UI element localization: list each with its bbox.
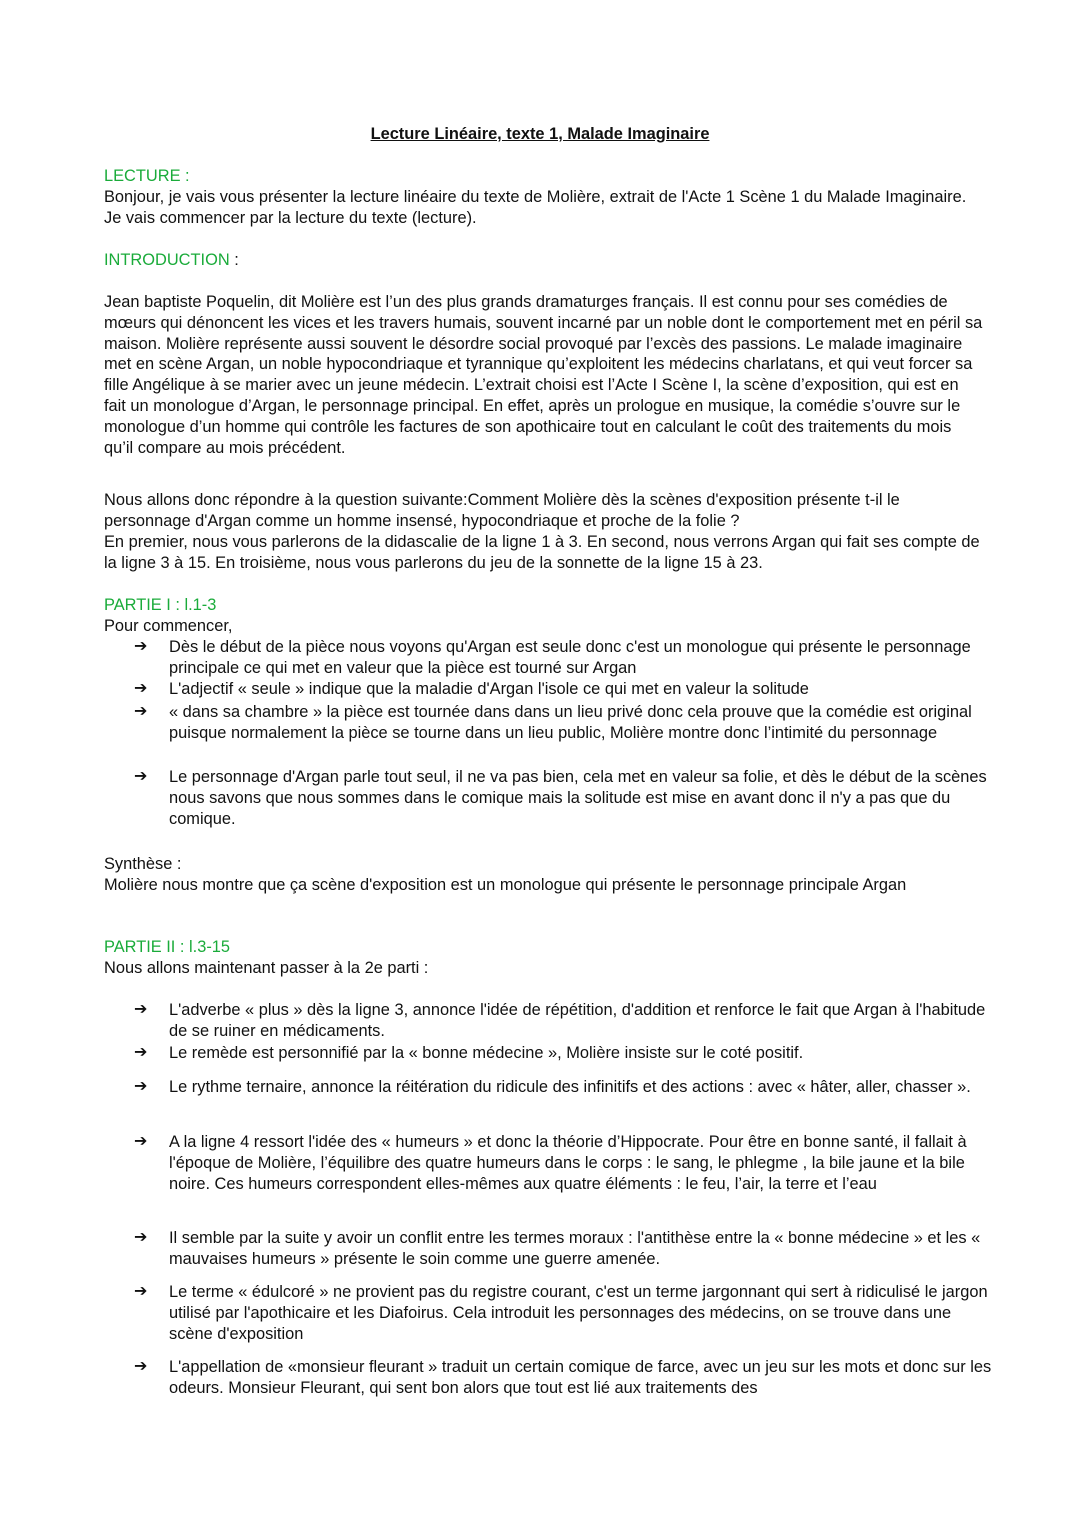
introduction-paragraph-2: Nous allons donc répondre à la question suivante:Comment Molière dès la scènes d'exposition présente t-il le personnage d'Argan comme un homme insensé, hypocondriaque et proche de la folie ? [104, 491, 900, 530]
synthese-text: Molière nous montre que ça scène d'exposition est un monologue qui présente le personnage principale Argan [104, 876, 907, 894]
right-arrow-icon: ➔ [134, 703, 148, 720]
bullet-text: L'appellation de «monsieur fleurant » traduit un certain comique de farce, avec un jeu sur les mots et donc sur les odeurs. Monsieur Fleurant, qui sent bon alors que tout est lié aux traitements des [169, 1358, 992, 1397]
partie2-bullet [134, 1228, 994, 1270]
partie2-bullet [134, 1357, 994, 1399]
bullet-text: A la ligne 4 ressort l'idée des « humeurs » et donc la théorie d’Hippocrate. Pour être en bonne santé, il fallait à l'époque de Molière, l’équilibre des quatre humeurs dans le corps : le sang, le phlegme , la bile jaune et la bile noire. Ces humeurs correspondent elles-mêmes aux quatre éléments : le feu, l’air, la terre et l’eau [169, 1133, 967, 1193]
partie1-heading: PARTIE I : l.1-3 [104, 596, 217, 614]
partie2-bullet [134, 1282, 994, 1344]
bullet-text: Le remède est personnifié par la « bonne médecine », Molière insiste sur le coté positif. [169, 1044, 804, 1062]
bullet-text: « dans sa chambre » la pièce est tournée dans dans un lieu privé donc cela prouve que la comédie est original puisque normalement la pièce se tourne dans un lieu public, Molière montre donc l’intimité du personnage [169, 703, 972, 742]
partie2-bullet [134, 1043, 994, 1064]
document-title: Lecture Linéaire, texte 1, Malade Imaginaire [370, 125, 710, 143]
partie2-heading: PARTIE II : l.3-15 [104, 938, 231, 956]
right-arrow-icon: ➔ [134, 638, 148, 655]
partie1-intro: Pour commencer, [104, 617, 233, 635]
bullet-text: Dès le début de la pièce nous voyons qu'Argan est seule donc c'est un monologue qui présente le personnage principale ce qui met en valeur que la pièce est tourné sur Argan [169, 638, 971, 677]
partie2-bullet [134, 1132, 994, 1194]
right-arrow-icon: ➔ [134, 680, 148, 697]
introduction-heading-colon: : [229, 251, 239, 269]
bullet-text: L'adjectif « seule » indique que la maladie d'Argan l'isole ce qui met en valeur la solitude [169, 680, 809, 698]
right-arrow-icon: ➔ [134, 1001, 148, 1018]
lecture-heading: LECTURE : [104, 167, 190, 185]
introduction-paragraph-3: En premier, nous vous parlerons de la didascalie de la ligne 1 à 3. En second, nous verrons Argan qui fait ses compte de la ligne 3 à 15. En troisième, nous vous parlerons du jeu de la sonnette de la ligne 15 à 23. [104, 533, 980, 572]
right-arrow-icon: ➔ [134, 1283, 148, 1300]
partie2-bullet-list [134, 0, 994, 1400]
right-arrow-icon: ➔ [134, 1044, 148, 1061]
partie2-bullet [134, 1000, 994, 1042]
bullet-text: Le personnage d'Argan parle tout seul, il ne va pas bien, cela met en valeur sa folie, et dès le début de la scènes nous savons que nous sommes dans le comique mais la solitude est mise en avant donc il n'y a pas que du comique. [169, 768, 987, 828]
synthese-label: Synthèse : [104, 855, 182, 873]
lecture-text: Bonjour, je vais vous présenter la lecture linéaire du texte de Molière, extrait de l'Acte 1 Scène 1 du Malade Imaginaire. Je vais commencer par la lecture du texte (lecture). [104, 188, 967, 227]
bullet-text: L'adverbe « plus » dès la ligne 3, annonce l'idée de répétition, d'addition et renforce le fait que Argan à l'habitude de se ruiner en médicaments. [169, 1001, 986, 1040]
partie2-intro: Nous allons maintenant passer à la 2e parti : [104, 959, 429, 977]
bullet-text: Il semble par la suite y avoir un conflit entre les termes moraux : l'antithèse entre la « bonne médecine » et les « mauvaises humeurs » présente le soin comme une guerre amenée. [169, 1229, 981, 1268]
right-arrow-icon: ➔ [134, 1078, 148, 1095]
right-arrow-icon: ➔ [134, 768, 148, 785]
introduction-heading-label: INTRODUCTION [104, 251, 230, 269]
bullet-text: Le rythme ternaire, annonce la réitération du ridicule des infinitifs et des actions : avec « hâter, aller, chasser ». [169, 1078, 971, 1096]
introduction-paragraph-1: Jean baptiste Poquelin, dit Molière est l’un des plus grands dramaturges français. Il est connu pour ses comédies de mœurs qui dénoncent les vices et les travers humais, souvent incarné par un noble dont le comportement met en péril sa maison. Molière représente aussi souvent le désordre social provoqué par l’excès des passions. Le malade imaginaire met en scène Argan, un noble hypocondriaque et tyrannique qu’exploitent les médecins charlatans, et qui veut forcer sa fille Angélique à se marier avec un jeune médecin. L’extrait choisi est l’Acte I Scène I, la scène d’exposition, qui est en fait un monologue d’Argan, le personnage principal. En effet, après un prologue en musique, la comédie s’ouvre sur le monologue d’un homme qui contrôle les factures de son apothicaire tout en calculant le coût des traitements du mois qu’il compare au mois précédent. [104, 293, 983, 457]
bullet-text: Le terme « édulcoré » ne provient pas du registre courant, c'est un terme jargonnant qui sert à ridiculisé le jargon utilisé par l'apothicaire et les Diafoirus. Cela introduit les personnages des médecins, on se trouve dans une scène d'exposition [169, 1283, 988, 1343]
right-arrow-icon: ➔ [134, 1133, 148, 1150]
right-arrow-icon: ➔ [134, 1358, 148, 1375]
right-arrow-icon: ➔ [134, 1229, 148, 1246]
partie2-bullet [134, 1077, 994, 1098]
